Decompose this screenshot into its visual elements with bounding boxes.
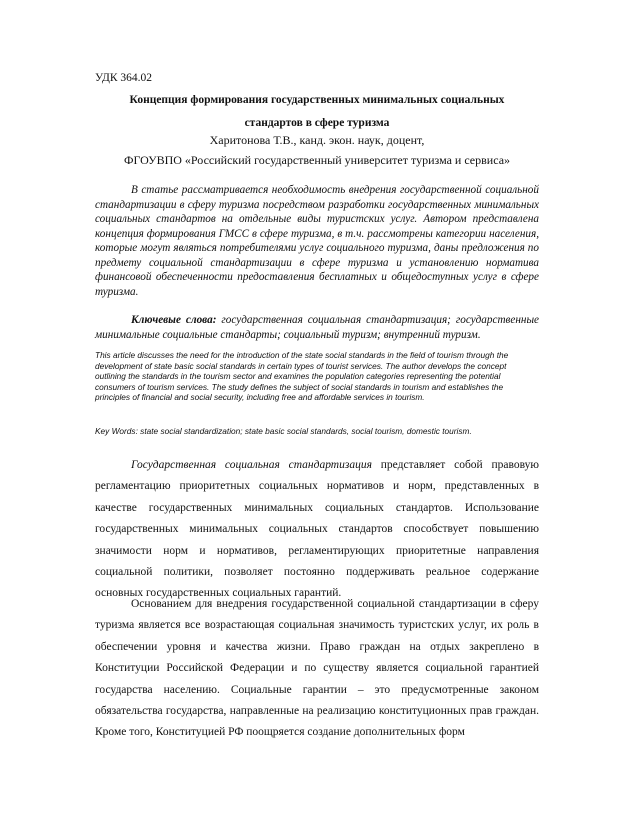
abstract-russian: В статье рассматривается необходимость внедрения государственной социальной стандартизации в сферу туризма посредством разработки государственных минимальных социальных стандартов на отдельные виды туристских услуг. Автором представлена концепция формирования ГМСС в сфере туризма, в т.ч. рассмотрены категории населения, которые могут являться потребителями услуг социального туризма, даны предложения по предмету социальной стандартизации в сфере туризма и установлению норматива финансовой обеспеченности предоставления бесплатных и общедоступных услуг в сфере туризма. xyxy=(95,184,539,298)
paragraph-1-text: представляет собой правовую регламентацию приоритетных социальных нормативов и норм, представленных в качестве государственных минимальных социальных стандартов. Использование государственных минимальных социальных стандартов способствует повышению значимости норм и нормативов, регламентирующих приоритетные направления социальной политики, позволяет постоянно поддерживать реальное содержание основных государственных социальных гарантий. xyxy=(95,459,540,600)
keywords-english: Key Words: state social standardization; state basic social standards, social tourism, domestic tourism. xyxy=(95,426,472,436)
body-paragraph-1 xyxy=(95,455,539,605)
keywords-label: Ключевые слова: xyxy=(131,314,217,326)
keywords-text: государственная социальная стандартизация; государственные минимальные социальные стандарты; социальный туризм; внутренний туризм. xyxy=(95,314,539,341)
body-paragraph-2: Основанием для внедрения государственной социальной стандартизации в сферу туризма является все возрастающая социальная значимость туристских услуг, их роль в обеспечении уровня и качества жизни. Право граждан на отдых закреплено в Конституции Российской Федерации и по существу является социальной гарантией государства населению. Социальные гарантии – это предусмотренные законом обязательства государства, направленные на реализацию конституционных прав граждан. Кроме того, Конституцией РФ поощряется создание дополнительных форм xyxy=(95,598,539,739)
abstract-english: This article discusses the need for the introduction of the state social standards in the field of tourism through the development of state basic social standards in certain types of tourist services. The author develops the concept outlining the standards in the tourism sector and examines the population categories representing the potential consumers of tourism services. The study defines the subject of social standards in tourism and establishes the principles of financial and social security, including free and affordable services in tourism. xyxy=(95,350,509,403)
article-title-line-1: Концепция формирования государственных минимальных социальных xyxy=(129,94,505,106)
affiliation-line: ФГОУВПО «Российский государственный университет туризма и сервиса» xyxy=(123,153,511,167)
keywords-russian xyxy=(95,313,539,342)
author-line: Харитонова Т.В., канд. экон. наук, доцент, xyxy=(209,133,425,147)
article-title-line-2: стандартов в сфере туризма xyxy=(244,117,390,129)
italic-term: Государственная социальная стандартизация xyxy=(131,459,372,471)
udc-code: УДК 364.02 xyxy=(95,72,152,84)
